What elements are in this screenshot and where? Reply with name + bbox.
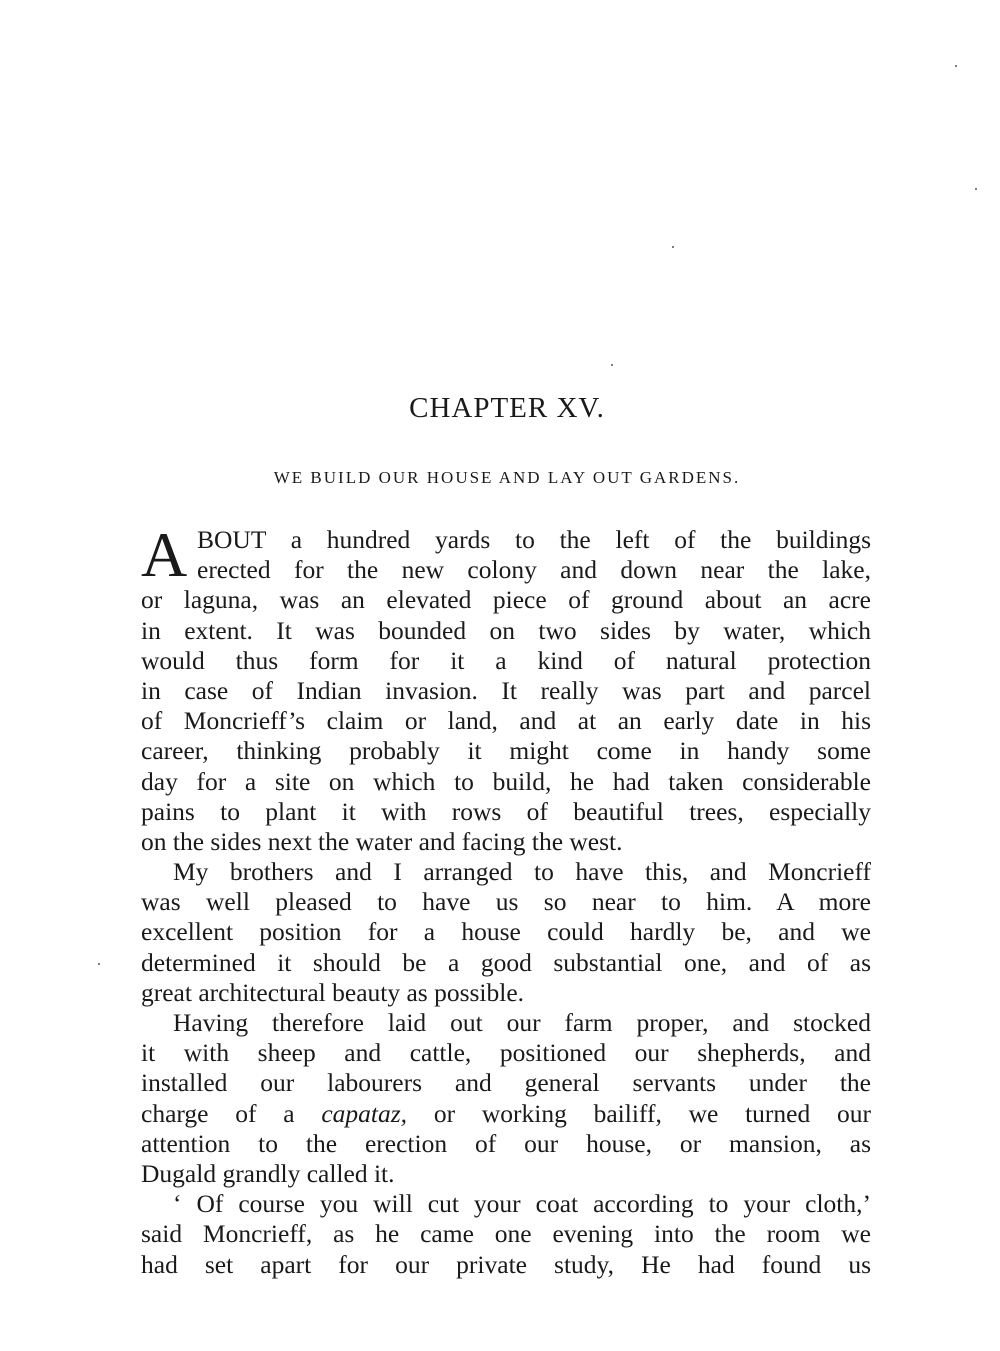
text-line: in extent. It was bounded on two sides by water, which: [141, 615, 871, 645]
text-line: or laguna, was an elevated piece of ground about an acre: [141, 585, 871, 615]
text-fragment: or working bailiff, we turned our: [407, 1098, 872, 1128]
text-line: Having therefore laid out our farm proper, and stocked: [173, 1008, 871, 1037]
text-line: it with sheep and cattle, positioned our shepherds, and: [141, 1038, 871, 1068]
speck: [955, 65, 957, 67]
text-line: pains to plant it with rows of beautiful trees, especially: [141, 796, 871, 826]
text-line: erected for the new colony and down near the lake,: [197, 555, 871, 585]
text-line: [141, 1099, 871, 1129]
paragraph-3: [141, 1008, 871, 1189]
text-line: attention to the erection of our house, or mansion, as: [141, 1128, 871, 1158]
chapter-subtitle: WE BUILD OUR HOUSE AND LAY OUT GARDENS.: [273, 468, 741, 487]
paragraph-1: [141, 519, 871, 857]
text-line: said Moncrieff, as he came one evening into the room we: [141, 1219, 871, 1249]
text-line: of Moncrieff’s claim or land, and at an early date in his: [141, 706, 871, 736]
text-line: on the sides next the water and facing the west.: [141, 826, 623, 856]
text-line: BOUT a hundred yards to the left of the buildings: [197, 525, 871, 554]
text-line: would thus form for it a kind of natural protection: [141, 645, 871, 675]
text-line: ‘ Of course you will cut your coat according to your cloth,’: [173, 1189, 871, 1219]
paragraph-2: [141, 857, 871, 1008]
body-text: [141, 519, 872, 1280]
paragraph-4: [141, 1189, 871, 1280]
text-line: installed our labourers and general servants under the: [141, 1068, 871, 1098]
drop-cap: A: [141, 519, 188, 590]
text-line: was well pleased to have us so near to him. A more: [141, 887, 871, 917]
text-line: determined it should be a good substantial one, and of as: [141, 947, 871, 977]
text-line: excellent position for a house could hardly be, and we: [141, 917, 871, 947]
text-line: day for a site on which to build, he had taken considerable: [141, 766, 871, 796]
speck: [672, 246, 674, 248]
text-line: in case of Indian invasion. It really was part and parcel: [141, 675, 871, 705]
speck: [611, 364, 613, 366]
text-line: Dugald grandly called it.: [141, 1158, 395, 1188]
italic-term: capataz,: [321, 1098, 408, 1128]
text-fragment: charge of a: [141, 1098, 322, 1128]
text-line: great architectural beauty as possible.: [141, 977, 525, 1007]
text-line: career, thinking probably it might come in handy some: [141, 736, 871, 766]
text-line: My brothers and I arranged to have this, and Moncrieff: [173, 857, 871, 887]
speck: [975, 188, 977, 190]
text-line: had set apart for our private study, He had found us: [141, 1249, 871, 1279]
speck: [98, 963, 100, 965]
chapter-title: CHAPTER XV.: [409, 392, 605, 424]
